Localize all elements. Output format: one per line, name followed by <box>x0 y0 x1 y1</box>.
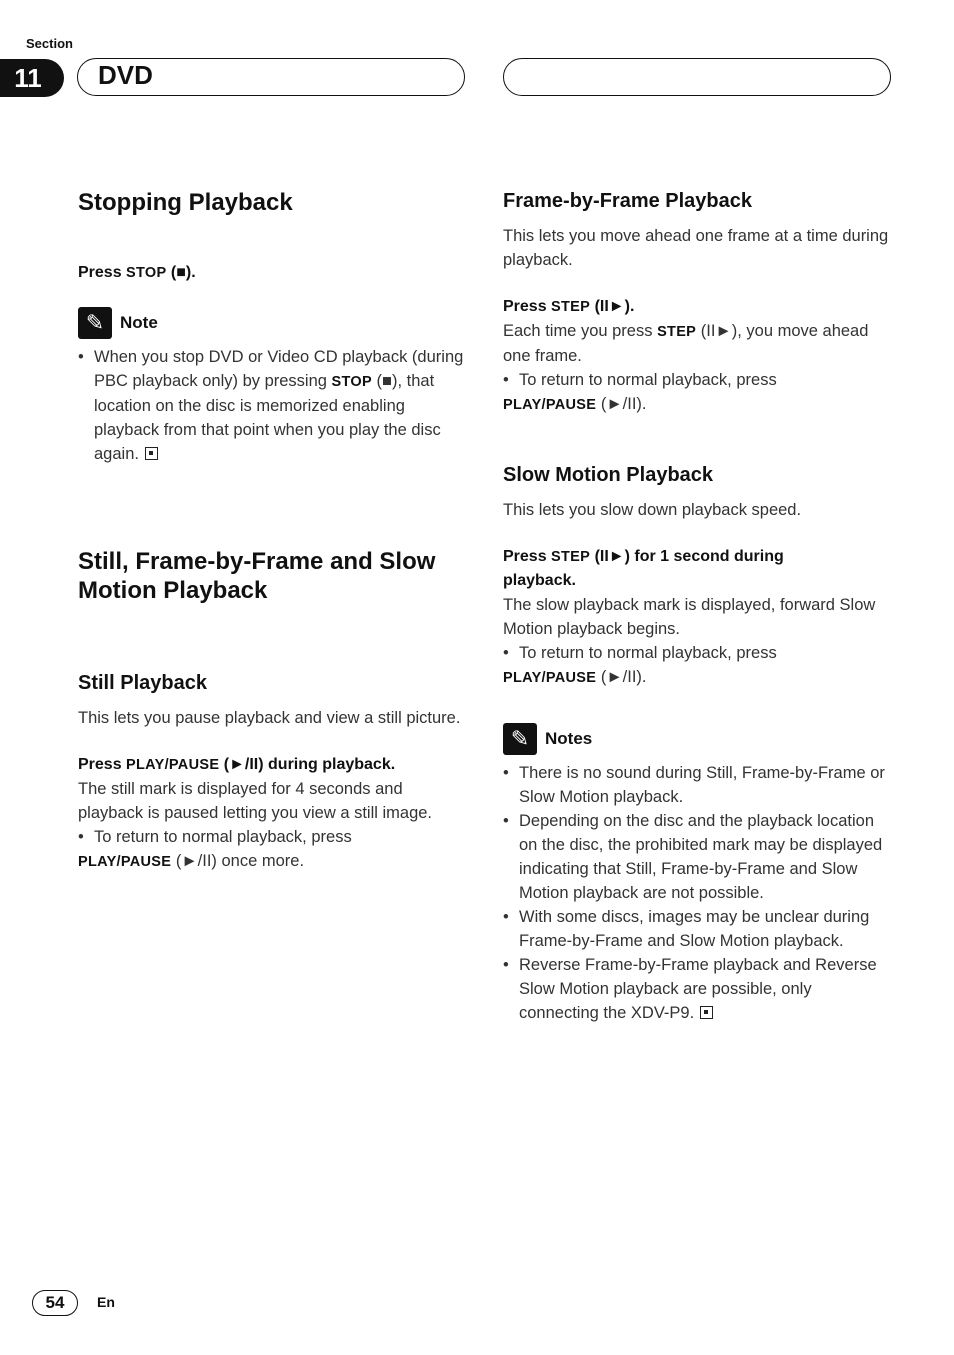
notes-header <box>503 723 895 755</box>
page-number: 54 <box>32 1290 78 1316</box>
instruction-text: Press <box>78 264 127 281</box>
language-code: En <box>97 1294 115 1310</box>
still-playback-section <box>78 671 470 874</box>
still-frame-slow-section <box>78 547 470 605</box>
instruction-text: (►/II) during playback. <box>219 756 396 773</box>
still-playback-heading: Still Playback <box>78 672 207 694</box>
note-text: When you stop DVD or Video CD playback (during PBC playback only) by pressing <box>94 348 464 390</box>
slow-body: The slow playback mark is displayed, forward Slow Motion playback begins. <box>503 596 876 638</box>
return-text: To return to normal playback, press <box>94 828 352 846</box>
return-text: (►/II). <box>596 668 647 686</box>
still-body: The still mark is displayed for 4 seconds and playback is paused letting you view a still image. <box>78 780 433 822</box>
step-key: STEP <box>551 549 591 565</box>
frame-by-frame-heading: Frame-by-Frame Playback <box>503 190 753 212</box>
list-item: • With some discs, images may be unclear during Frame-by-Frame and Slow Motion playback. <box>503 905 891 953</box>
note-text: Reverse Frame-by-Frame playback and Reverse Slow Motion playback are possible, only connecting the XDV-P9. <box>519 956 877 1022</box>
instruction-text: Press <box>503 548 552 565</box>
instruction-text: Press <box>503 298 552 315</box>
slow-return-key-line <box>503 665 895 690</box>
instruction-text: (■). <box>166 264 196 281</box>
notes-title: Notes <box>545 729 593 748</box>
note-pencil-icon: ✎ <box>78 307 112 339</box>
step-key: STEP <box>551 299 591 315</box>
return-text: (►/II). <box>596 395 647 413</box>
frame-return-list <box>503 368 895 392</box>
still-intro: This lets you pause playback and view a still picture. <box>78 709 461 727</box>
body-text: (II►), you move ahead one frame. <box>503 322 869 365</box>
still-return-key-line <box>78 849 470 874</box>
note-title: Note <box>120 313 158 332</box>
step-key: STEP <box>657 324 697 340</box>
still-instruction <box>78 753 470 777</box>
stop-key: STOP <box>331 374 372 390</box>
frame-return-key-line <box>503 392 895 417</box>
stopping-playback-heading: Stopping Playback <box>78 189 293 216</box>
slow-motion-heading: Slow Motion Playback <box>503 464 714 486</box>
list-item: • There is no sound during Still, Frame-by-Frame or Slow Motion playback. <box>503 761 891 809</box>
instruction-text: (II►). <box>590 298 635 315</box>
return-text: To return to normal playback, press <box>519 644 777 662</box>
frame-intro: This lets you move ahead one frame at a time during playback. <box>503 227 889 269</box>
notes-list <box>503 761 891 1025</box>
frame-body <box>503 319 895 368</box>
list-item <box>78 825 470 849</box>
still-frame-slow-heading: Still, Frame-by-Frame and Slow Motion Playback <box>78 548 436 604</box>
play-pause-key: PLAY/PAUSE <box>78 854 172 870</box>
list-item <box>503 368 895 392</box>
play-pause-key: PLAY/PAUSE <box>126 757 220 773</box>
notes-section <box>503 723 895 1025</box>
slow-return-list <box>503 641 895 665</box>
slow-motion-section <box>503 463 895 690</box>
frame-by-frame-section <box>503 189 895 417</box>
frame-instruction <box>503 295 895 319</box>
return-text: (►/II) once more. <box>171 852 305 870</box>
end-mark-icon <box>145 447 158 460</box>
play-pause-key: PLAY/PAUSE <box>503 670 597 686</box>
page-title: DVD <box>98 60 153 90</box>
notes-pencil-icon: ✎ <box>503 723 537 755</box>
still-return-list <box>78 825 470 849</box>
section-number-badge: 11 <box>0 59 64 97</box>
instruction-text: (II►) for 1 second during playback. <box>503 548 784 589</box>
section-label: Section <box>26 36 73 51</box>
return-text: To return to normal playback, press <box>519 371 777 389</box>
list-item: • Depending on the disc and the playback location on the disc, the prohibited mark may be displayed indicating that Still, Frame-by-Frame and Slow Motion playback are not possible. <box>503 809 891 905</box>
list-item <box>78 345 468 466</box>
stopping-instruction <box>78 261 470 285</box>
list-item <box>503 641 895 665</box>
body-text: Each time you press <box>503 322 658 340</box>
instruction-text: Press <box>78 756 127 773</box>
list-item <box>503 953 891 1025</box>
stopping-playback-section <box>78 188 470 466</box>
play-pause-key: PLAY/PAUSE <box>503 397 597 413</box>
header-title-box <box>77 58 465 96</box>
note-text: (■), that location on the disc is memorized enabling playback from that point when you play the disc again. <box>94 372 441 463</box>
note-list <box>78 345 468 466</box>
slow-intro: This lets you slow down playback speed. <box>503 501 802 519</box>
header-empty-box <box>503 58 891 96</box>
stop-key: STOP <box>126 265 167 281</box>
end-mark-icon <box>700 1006 713 1019</box>
note-header <box>78 307 470 339</box>
slow-instruction <box>503 545 833 593</box>
